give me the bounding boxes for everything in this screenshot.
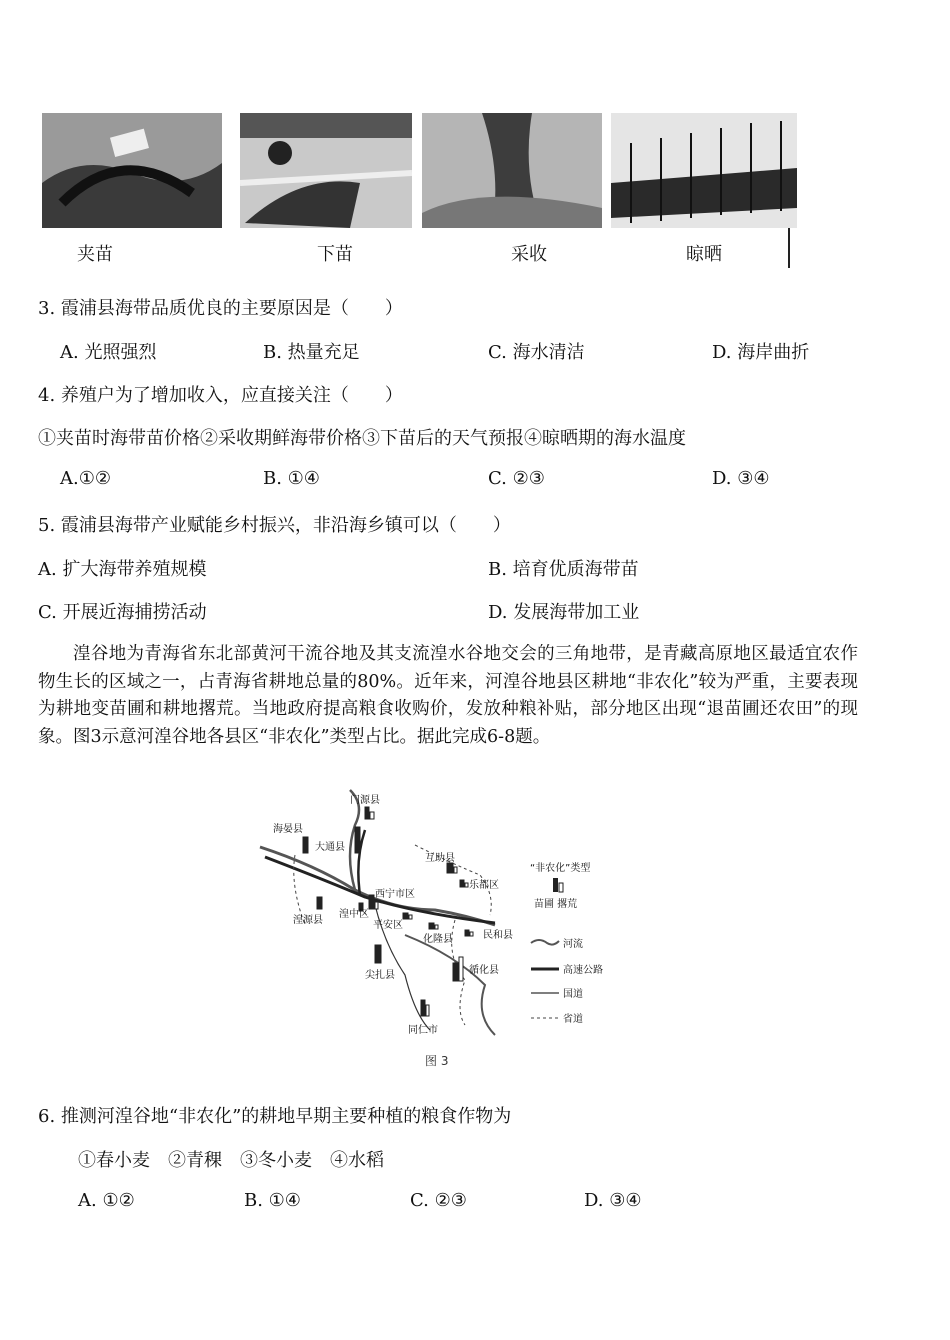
q4-option-a[interactable]: A.①② xyxy=(60,468,111,489)
caption-xiamiao: 下苗 xyxy=(317,244,353,265)
q3-option-c[interactable]: C. 海水清洁 xyxy=(488,342,585,363)
map-label-ledu: 乐都区 xyxy=(469,880,499,891)
photo-liangshai xyxy=(611,113,797,228)
map-label-huangyuan: 湟源县 xyxy=(293,915,323,926)
q5-option-c[interactable]: C. 开展近海捕捞活动 xyxy=(38,602,207,623)
map-label-huzhu: 互助县 xyxy=(425,853,455,864)
figure-caption: 图 3 xyxy=(425,1054,449,1068)
q5-option-d[interactable]: D. 发展海带加工业 xyxy=(488,602,640,623)
caption-jiamiao: 夹苗 xyxy=(77,244,113,265)
map-legend xyxy=(530,861,603,1025)
q5-option-b[interactable]: B. 培育优质海带苗 xyxy=(488,559,639,580)
passage: 湟谷地为青海省东北部黄河干流谷地及其支流湟水谷地交会的三角地带，是青藏高原地区最适宜农作物生长的区域之一，占青海省耕地总量的80%。近年来，河湟谷地县区耕地“非农化”较为严重，主要表现为耕地变苗圃和耕地撂荒。当地政府提高粮食收购价，发放种粮补贴，部分地区出现“退苗圃还农田”的现象。图3示意河湟谷地各县区“非农化”类型占比。据此完成6-8题。 xyxy=(38,644,858,747)
legend-national-road: 国道 xyxy=(563,989,583,1000)
q6-option-a[interactable]: A. ①② xyxy=(78,1190,135,1211)
q6-items: ①春小麦 ②青稞 ③冬小麦 ④水稻 xyxy=(78,1150,384,1171)
map-label-jianzha: 尖扎县 xyxy=(365,970,395,981)
map-label-pingan: 平安区 xyxy=(373,920,403,931)
legend-title: “非农化”类型 xyxy=(530,863,591,874)
q3-option-a[interactable]: A. 光照强烈 xyxy=(60,342,157,363)
map-label-menyuan: 门源县 xyxy=(350,795,380,806)
legend-river: 河流 xyxy=(563,939,583,950)
legend-types: 苗圃 撂荒 xyxy=(534,899,578,910)
map-label-minhe: 民和县 xyxy=(483,930,513,941)
map-label-hualong: 化隆县 xyxy=(423,934,453,945)
q3-option-d[interactable]: D. 海岸曲折 xyxy=(712,342,810,363)
legend-provincial-road: 省道 xyxy=(563,1014,583,1025)
caption-caishou: 采收 xyxy=(511,244,547,265)
q4-stem: 4. 养殖户为了增加收入，应直接关注（ ） xyxy=(38,385,403,406)
map-label-huangzhong: 湟中区 xyxy=(339,909,369,920)
map-label-haiyan: 海晏县 xyxy=(273,824,303,835)
q6-stem: 6. 推测河湟谷地“非农化”的耕地早期主要种植的粮食作物为 xyxy=(38,1106,512,1127)
q6-option-c[interactable]: C. ②③ xyxy=(410,1190,467,1211)
legend-highway: 高速公路 xyxy=(563,965,603,976)
q4-option-b[interactable]: B. ①④ xyxy=(263,468,320,489)
q3-stem: 3. 霞浦县海带品质优良的主要原因是（ ） xyxy=(38,298,403,319)
q4-option-d[interactable]: D. ③④ xyxy=(712,468,770,489)
hehuang-valley-map xyxy=(255,785,615,1075)
photo-jiamiao xyxy=(42,113,222,228)
map-label-tongren: 同仁市 xyxy=(408,1025,438,1036)
river-yellow xyxy=(405,935,495,1035)
q6-option-b[interactable]: B. ①④ xyxy=(244,1190,301,1211)
caption-liangshai: 晾晒 xyxy=(686,244,722,265)
q5-option-a[interactable]: A. 扩大海带养殖规模 xyxy=(38,559,207,580)
q5-stem: 5. 霞浦县海带产业赋能乡村振兴，非沿海乡镇可以（ ） xyxy=(38,515,511,536)
q4-items: ①夹苗时海带苗价格②采收期鲜海带价格③下苗后的天气预报④晾晒期的海水温度 xyxy=(38,428,686,449)
map-label-xining: 西宁市区 xyxy=(375,889,415,900)
map-label-xunhua: 循化县 xyxy=(469,965,499,976)
q3-option-b[interactable]: B. 热量充足 xyxy=(263,342,360,363)
divider xyxy=(788,228,790,268)
map-label-datong: 大通县 xyxy=(315,842,345,853)
q6-option-d[interactable]: D. ③④ xyxy=(584,1190,642,1211)
photo-caishou xyxy=(422,113,602,228)
q4-option-c[interactable]: C. ②③ xyxy=(488,468,545,489)
photo-xiamiao xyxy=(240,113,412,228)
